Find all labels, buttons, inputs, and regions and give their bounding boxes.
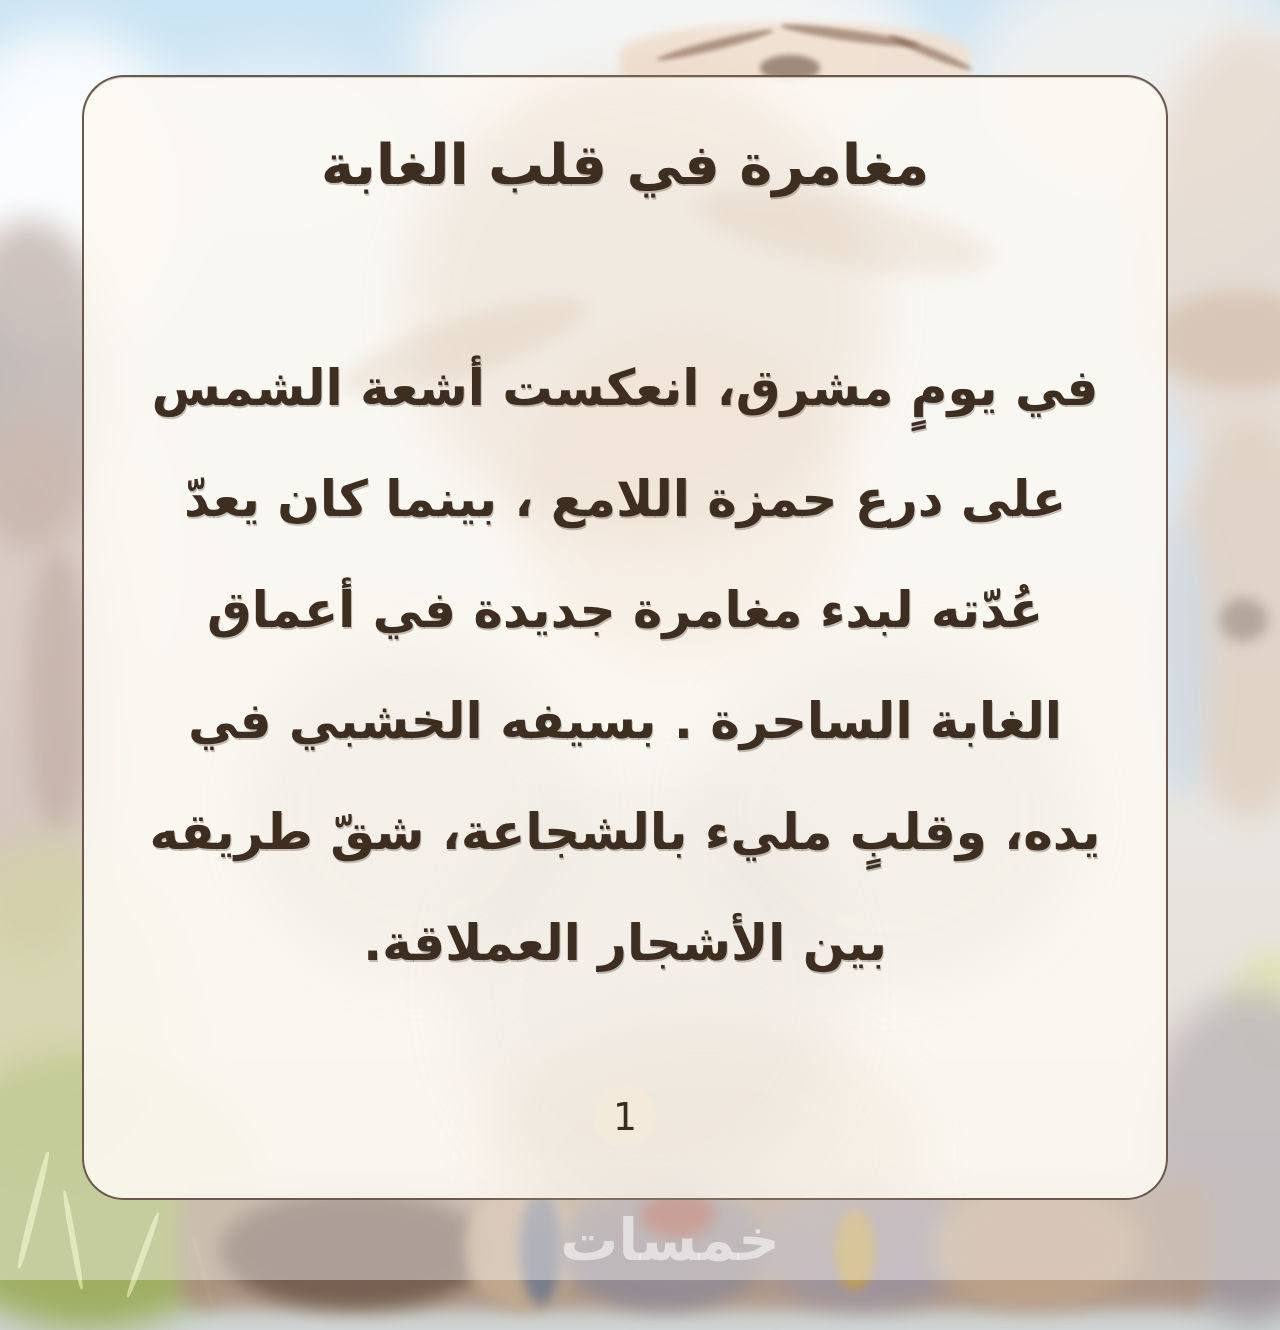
story-text-line: في يومٍ مشرق، انعكست أشعة الشمس [151, 359, 1099, 417]
page-number-badge [594, 1086, 656, 1148]
story-title: مغامرة في قلب الغابة [320, 133, 930, 198]
story-card [82, 75, 1168, 1200]
story-text-line: يده، وقلبٍ مليء بالشجاعة، شقّ طريقه [149, 803, 1101, 861]
page-number: 1 [612, 1095, 638, 1139]
story-text-line: عُدّته لبدء مغامرة جديدة في أعماق [206, 581, 1044, 639]
site-watermark: خمسات [560, 1206, 780, 1274]
story-text-line: بين الأشجار العملاقة. [363, 914, 887, 972]
story-paragraph [84, 333, 1166, 999]
story-text-line: الغابة الساحرة . بسيفه الخشبي في [188, 692, 1062, 750]
story-text-line: على درع حمزة اللامع ، بينما كان يعدّ [183, 470, 1067, 528]
